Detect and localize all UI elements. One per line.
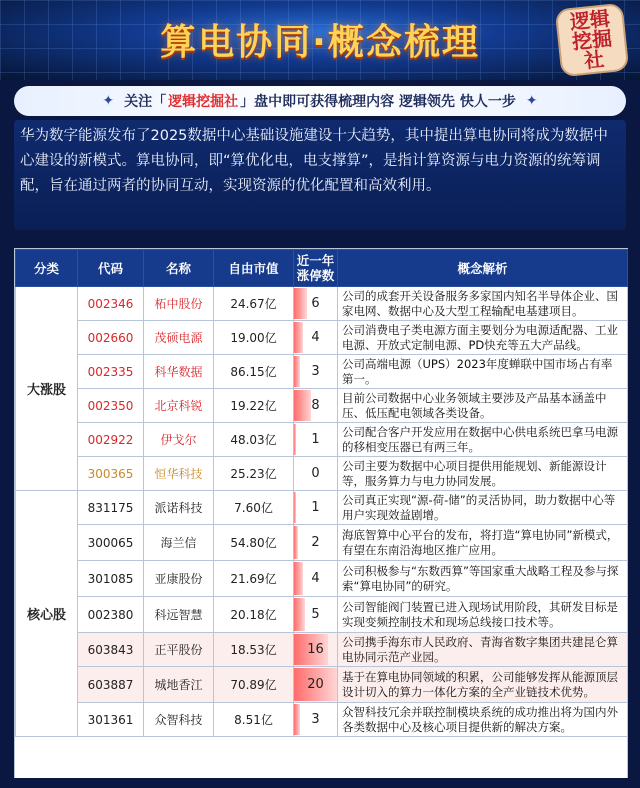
- table-row: [16, 287, 628, 321]
- banner-highlight: 逻辑挖掘社: [168, 94, 239, 110]
- header-name: 名称: [144, 250, 214, 287]
- limit-up-count-bar: [294, 704, 300, 735]
- limit-up-count-value: 3: [311, 364, 320, 379]
- stock-code-cell: 002335: [78, 355, 144, 389]
- header-category: 分类: [16, 250, 78, 287]
- stock-code-cell: 603887: [78, 667, 144, 703]
- stock-name-cell: 正平股份: [144, 633, 214, 667]
- stock-table-container: [14, 248, 628, 780]
- limit-up-count-value: 16: [307, 642, 324, 657]
- limit-up-count-cell: [294, 667, 338, 703]
- stock-code-cell: 002660: [78, 321, 144, 355]
- logo-seal: [555, 3, 630, 78]
- stock-name-cell: 恒华科技: [144, 457, 214, 491]
- limit-up-count-value: 1: [311, 500, 320, 515]
- stock-table: [15, 249, 628, 737]
- market-cap-cell: 86.15亿: [214, 355, 294, 389]
- limit-up-count-value: 3: [311, 712, 320, 727]
- stock-code-cell: 300365: [78, 457, 144, 491]
- limit-up-count-value: 5: [311, 607, 320, 622]
- concept-desc-cell: 公司携手海东市人民政府、青海省数字集团共建昆仑算电协同示范产业园。: [338, 633, 628, 667]
- concept-desc-cell: 公司高端电源（UPS）2023年度蝉联中国市场占有率第一。: [338, 355, 628, 389]
- stock-code-cell: 002350: [78, 389, 144, 423]
- market-cap-cell: 70.89亿: [214, 667, 294, 703]
- header-count: 近一年涨停数: [294, 250, 338, 287]
- concept-desc-cell: 公司智能阀门装置已进入现场试用阶段，其研发目标是实现变频控制技术和现场总线接口技术等。: [338, 597, 628, 633]
- limit-up-count-value: 0: [311, 466, 320, 481]
- concept-desc-cell: 众智科技冗余并联控制模块系统的成功推出将为国内外各类数据中心及核心项目提供新的解决方案。: [338, 703, 628, 737]
- table-row: [16, 389, 628, 423]
- limit-up-count-bar: [294, 356, 300, 387]
- intro-paragraph: 华为数字能源发布了2025数据中心基础设施建设十大趋势，其中提出算电协同将成为数据中心建设的新模式。算电协同，即“算优化电，电支撑算”，是指计算资源与电力资源的统筹调配，旨在通过两者的协同互动，实现资源的优化配置和高效利用。: [14, 120, 626, 230]
- stock-name-cell: 北京科锐: [144, 389, 214, 423]
- limit-up-count-cell: [294, 597, 338, 633]
- table-row: [16, 667, 628, 703]
- header-code: 代码: [78, 250, 144, 287]
- limit-up-count-cell: [294, 321, 338, 355]
- limit-up-count-value: 4: [311, 330, 320, 345]
- stock-name-cell: 柘中股份: [144, 287, 214, 321]
- limit-up-count-bar: [294, 288, 307, 319]
- concept-desc-cell: 海底智算中心平台的发布，将打造“算电协同”新模式，有望在东南沿海地区推广应用。: [338, 525, 628, 561]
- limit-up-count-bar: [294, 526, 298, 559]
- bottom-strip: [0, 778, 640, 788]
- limit-up-count-value: 20: [307, 677, 324, 692]
- limit-up-count-value: 8: [311, 398, 320, 413]
- stock-name-cell: 茂硕电源: [144, 321, 214, 355]
- stock-code-cell: 002380: [78, 597, 144, 633]
- follow-banner: [14, 86, 626, 116]
- market-cap-cell: 24.67亿: [214, 287, 294, 321]
- stock-name-cell: 伊戈尔: [144, 423, 214, 457]
- table-row: [16, 525, 628, 561]
- market-cap-cell: 20.18亿: [214, 597, 294, 633]
- stock-name-cell: 派诺科技: [144, 491, 214, 525]
- market-cap-cell: 25.23亿: [214, 457, 294, 491]
- limit-up-count-bar: [294, 562, 303, 595]
- limit-up-count-cell: [294, 703, 338, 737]
- header-banner: [0, 0, 640, 80]
- stock-code-cell: 002346: [78, 287, 144, 321]
- category-cell: 核心股: [16, 491, 78, 737]
- limit-up-count-cell: [294, 491, 338, 525]
- limit-up-count-cell: [294, 633, 338, 667]
- concept-desc-cell: 公司积极参与“东数西算”等国家重大战略工程及参与探索“算电协同”的研究。: [338, 561, 628, 597]
- stock-code-cell: 301361: [78, 703, 144, 737]
- concept-desc-cell: 目前公司数据中心业务领域主要涉及产品基本涵盖中压、低压配电领域各类设备。: [338, 389, 628, 423]
- concept-desc-cell: 公司真正实现“源-荷-储”的灵活协同，助力数据中心等用户实现效益剧增。: [338, 491, 628, 525]
- market-cap-cell: 19.22亿: [214, 389, 294, 423]
- table-row: [16, 703, 628, 737]
- stock-name-cell: 海兰信: [144, 525, 214, 561]
- banner-prefix: 关注「: [124, 94, 167, 110]
- concept-desc-cell: 基于在算电协同领域的积累，公司能够发挥从能源顶层设计切入的算力一体化方案的全产业链技术优势。: [338, 667, 628, 703]
- header-desc: 概念解析: [338, 250, 628, 287]
- concept-desc-cell: 公司主要为数据中心项目提供用能规划、新能源设计等，服务算力与电力协同发展。: [338, 457, 628, 491]
- concept-desc-cell: 公司消费电子类电源方面主要划分为电源适配器、工业电源、开放式定制电源、PD快充等五大产品线。: [338, 321, 628, 355]
- table-row: [16, 491, 628, 525]
- limit-up-count-value: 6: [311, 296, 320, 311]
- star-icon: ✦: [102, 93, 115, 109]
- table-row: [16, 561, 628, 597]
- table-header-row: [16, 250, 628, 287]
- stock-code-cell: 603843: [78, 633, 144, 667]
- table-row: [16, 597, 628, 633]
- market-cap-cell: 18.53亿: [214, 633, 294, 667]
- limit-up-count-cell: [294, 561, 338, 597]
- stock-name-cell: 城地香江: [144, 667, 214, 703]
- seal-text: 逻辑挖掘社: [568, 6, 614, 73]
- market-cap-cell: 48.03亿: [214, 423, 294, 457]
- limit-up-count-bar: [294, 424, 296, 455]
- stock-name-cell: 亚康股份: [144, 561, 214, 597]
- stock-name-cell: 科华数据: [144, 355, 214, 389]
- limit-up-count-cell: [294, 457, 338, 491]
- market-cap-cell: 54.80亿: [214, 525, 294, 561]
- stock-name-cell: 科远智慧: [144, 597, 214, 633]
- header-cap: 自由市值: [214, 250, 294, 287]
- market-cap-cell: 8.51亿: [214, 703, 294, 737]
- stock-name-cell: 众智科技: [144, 703, 214, 737]
- limit-up-count-bar: [294, 322, 303, 353]
- banner-suffix: 」盘中即可获得梳理内容 逻辑领先 快人一步: [240, 94, 516, 110]
- stock-code-cell: 301085: [78, 561, 144, 597]
- star-icon: ✦: [525, 93, 538, 109]
- limit-up-count-bar: [294, 492, 296, 523]
- limit-up-count-cell: [294, 355, 338, 389]
- category-cell: 大涨股: [16, 287, 78, 491]
- limit-up-count-cell: [294, 525, 338, 561]
- table-row: [16, 633, 628, 667]
- table-row: [16, 423, 628, 457]
- stock-code-cell: 831175: [78, 491, 144, 525]
- table-body: [16, 287, 628, 737]
- limit-up-count-cell: [294, 287, 338, 321]
- concept-desc-cell: 公司配合客户开发应用在数据中心供电系统巴拿马电源的移相变压器已有两三年。: [338, 423, 628, 457]
- stock-code-cell: 300065: [78, 525, 144, 561]
- page-title: 算电协同·概念梳理: [160, 22, 480, 63]
- limit-up-count-value: 2: [311, 535, 320, 550]
- market-cap-cell: 7.60亿: [214, 491, 294, 525]
- limit-up-count-bar: [294, 598, 305, 631]
- table-row: [16, 321, 628, 355]
- limit-up-count-cell: [294, 423, 338, 457]
- limit-up-count-cell: [294, 389, 338, 423]
- stock-code-cell: 002922: [78, 423, 144, 457]
- limit-up-count-bar: [294, 390, 311, 421]
- limit-up-count-value: 1: [311, 432, 320, 447]
- limit-up-count-value: 4: [311, 571, 320, 586]
- concept-desc-cell: 公司的成套开关设备服务多家国内知名半导体企业、国家电网、数据中心及大型工程输配电基建项目。: [338, 287, 628, 321]
- table-row: [16, 355, 628, 389]
- table-row: [16, 457, 628, 491]
- market-cap-cell: 19.00亿: [214, 321, 294, 355]
- market-cap-cell: 21.69亿: [214, 561, 294, 597]
